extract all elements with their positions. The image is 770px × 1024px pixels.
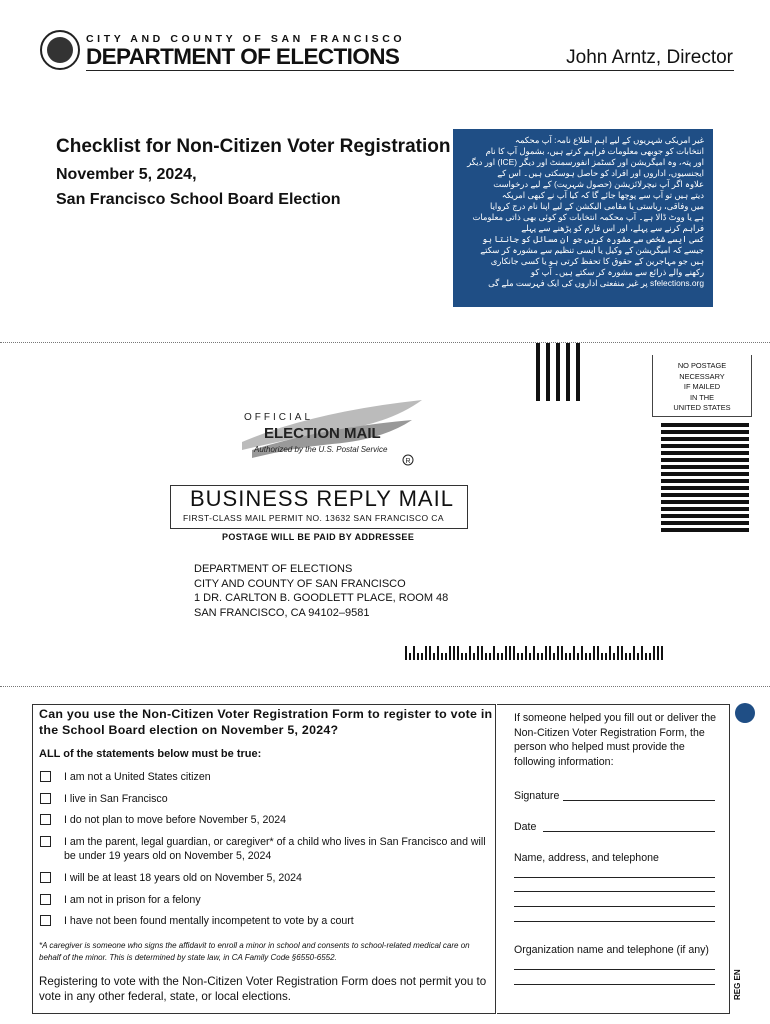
logo-authorized: Authorized by the U.S. Postal Service xyxy=(254,445,388,454)
permit-line: FIRST-CLASS MAIL PERMIT NO. 13632 SAN FRANCISCO CA xyxy=(183,513,444,523)
eligibility-question: Can you use the Non-Citizen Voter Registration Form to register to vote in the School Board election on November 5, 2024? xyxy=(39,707,493,737)
no-postage-line: IF MAILED xyxy=(683,382,721,391)
checklist-item[interactable] xyxy=(39,792,489,806)
election-date: November 5, 2024, xyxy=(56,166,197,183)
checklist-item-text: I do not plan to move before November 5, 2024 xyxy=(64,814,287,826)
urdu-line: اور پتہ، وہ امیگریشن اور کسٹمز انفورسمنٹ اور دیگر (ICE) اور دیگر xyxy=(467,157,704,167)
no-postage-line: UNITED STATES xyxy=(673,403,731,412)
name-address-field[interactable] xyxy=(514,891,715,892)
checkbox-icon[interactable] xyxy=(40,814,51,825)
checklist-item[interactable] xyxy=(39,813,489,827)
urdu-line: ایجنسیوں، اداروں اور افراد کو حاصل ہوسکتی ہیں۔ اس کے xyxy=(497,168,704,178)
no-postage-line: NO POSTAGE xyxy=(677,361,727,370)
checklist-item[interactable] xyxy=(39,893,489,907)
checklist-title: Checklist for Non-Citizen Voter Registration xyxy=(56,136,451,157)
urdu-line: جیسے کہ امیگریشن کے وکیل یا ایسی تنظیم سے مشورہ کر سکتے xyxy=(480,245,704,255)
director-name: John Arntz, Director xyxy=(566,47,733,68)
urdu-line: ہے یا ووٹ ڈالا ہے۔ آپ محکمہ انتخابات کو کوئی بھی ذاتی معلومات xyxy=(472,212,704,222)
checklist-item-text: I am not in prison for a felony xyxy=(64,894,201,906)
address-line: 1 DR. CARLTON B. GOODLETT PLACE, ROOM 48 xyxy=(194,592,449,604)
return-address xyxy=(194,562,448,620)
blue-dot-marker xyxy=(735,703,755,723)
urdu-line: انتخابات کو جوبھی معلومات فراہم کرتے ہیں، بشمول آپ کا نام xyxy=(485,146,704,156)
checklist-item-text: I live in San Francisco xyxy=(64,793,168,805)
helper-intro: If someone helped you fill out or deliver the Non-Citizen Voter Registration Form, the person who helped must provide the following information: xyxy=(514,712,716,768)
election-name: San Francisco School Board Election xyxy=(56,191,341,208)
checklist-item-text: I have not been found mentally incompetent to vote by a court xyxy=(64,915,354,927)
checkbox-icon[interactable] xyxy=(40,793,51,804)
name-address-field[interactable] xyxy=(514,921,715,922)
address-line: DEPARTMENT OF ELECTIONS xyxy=(194,563,353,575)
all-statements-label: ALL of the statements below must be true: xyxy=(39,748,262,760)
urdu-line: فراہم کرنے سے پہلے، اور اس فارم کو پڑھنے سے پہلے xyxy=(521,223,704,233)
registration-notice: Registering to vote with the Non-Citizen Voter Registration Form does not permit you to vote in any other federal, state, or local elections. xyxy=(39,975,487,1003)
no-postage-line: NECESSARY xyxy=(679,371,725,381)
logo-election-mail: ELECTION MAIL xyxy=(264,425,381,442)
organization-field[interactable] xyxy=(514,969,715,970)
checklist-item-text: I will be at least 18 years old on November 5, 2024 xyxy=(64,872,302,884)
sf-seal-icon xyxy=(40,30,80,70)
signature-label: Signature xyxy=(514,790,560,802)
urdu-notice-box xyxy=(453,129,713,307)
department-title: DEPARTMENT OF ELECTIONS xyxy=(86,44,400,69)
name-address-field[interactable] xyxy=(514,906,715,907)
checklist-item[interactable] xyxy=(39,871,489,885)
indicia-bars xyxy=(661,423,749,535)
form-code: REG EN xyxy=(733,969,742,1000)
postal-barcode xyxy=(405,646,663,660)
organization-label: Organization name and telephone (if any) xyxy=(514,944,709,956)
urdu-line: sfelections.org پر غیر منفعتی اداروں کی ایک فہرست ملے گی xyxy=(488,278,704,288)
checklist-item[interactable] xyxy=(39,835,489,863)
checkbox-icon[interactable] xyxy=(40,894,51,905)
fold-line-top xyxy=(0,342,770,343)
checkbox-icon[interactable] xyxy=(40,836,51,847)
checklist-item[interactable] xyxy=(39,770,489,784)
urdu-line: علاوہ اگر آپ نیچرلائزیشن (حصول شہریت) کے لیے درخواست xyxy=(493,179,704,189)
urdu-line: رکھنے والے ذرائع سے مشورہ کر سکتے ہیں۔ آپ کو xyxy=(530,267,704,277)
fim-barcode-icon xyxy=(536,343,590,401)
checklist-item-text: I am not a United States citizen xyxy=(64,771,211,783)
urdu-line: میں وفاقی، ریاستی یا مقامی الیکشن کے لیے اپنا نام درج کروایا xyxy=(490,201,704,211)
signature-field[interactable] xyxy=(563,800,715,801)
address-line: SAN FRANCISCO, CA 94102–9581 xyxy=(194,606,370,619)
no-postage-line: IN THE xyxy=(689,392,715,402)
address-line: CITY AND COUNTY OF SAN FRANCISCO xyxy=(194,577,406,590)
caregiver-footnote: *A caregiver is someone who signs the affidavit to enroll a minor in school and consents to school-related medical care on behalf of the minor. This is determined by state law, in CA Family Code §6550-6552. xyxy=(39,941,470,962)
header-rule xyxy=(86,70,734,71)
organization-field[interactable] xyxy=(514,984,715,985)
urdu-line: غیر امریکی شہریوں کے لیے اہم اطلاع نامہ: آپ محکمہ xyxy=(515,135,704,145)
logo-official: OFFICIAL xyxy=(244,412,314,423)
checkbox-icon[interactable] xyxy=(40,872,51,883)
checkbox-icon[interactable] xyxy=(40,915,51,926)
postage-paid-line: POSTAGE WILL BE PAID BY ADDRESSEE xyxy=(222,532,415,542)
checklist-item[interactable] xyxy=(39,914,489,928)
official-election-mail-logo xyxy=(222,392,432,470)
urdu-line: دیتے ہیں تو آپ سے پوچھا جائے گا کہ کیا آپ نے کبھی امریکہ xyxy=(501,190,704,200)
checklist-item-text: I am the parent, legal guardian, or caregiver* of a child who lives in San Francisco and will be under 19 years old on November 5, 2024 xyxy=(64,836,486,862)
urdu-line: ہیں جو مہاجرین کے حقوق کا تحفظ کرتی ہو یا کسی جانکاری xyxy=(490,256,704,266)
name-address-label: Name, address, and telephone xyxy=(514,852,659,864)
date-label: Date xyxy=(514,821,537,833)
urdu-line: کسی ایسے شخص سے مشورہ کریں جو ان مسائل کو جانتا ہو xyxy=(482,234,704,244)
date-field[interactable] xyxy=(543,831,715,832)
city-line: CITY AND COUNTY OF SAN FRANCISCO xyxy=(86,33,406,45)
no-postage-box xyxy=(652,355,752,417)
svg-text:R: R xyxy=(405,458,411,465)
checkbox-icon[interactable] xyxy=(40,771,51,782)
fold-line-bottom xyxy=(0,686,770,687)
business-reply-title: BUSINESS REPLY MAIL xyxy=(190,486,454,511)
name-address-field[interactable] xyxy=(514,877,715,878)
